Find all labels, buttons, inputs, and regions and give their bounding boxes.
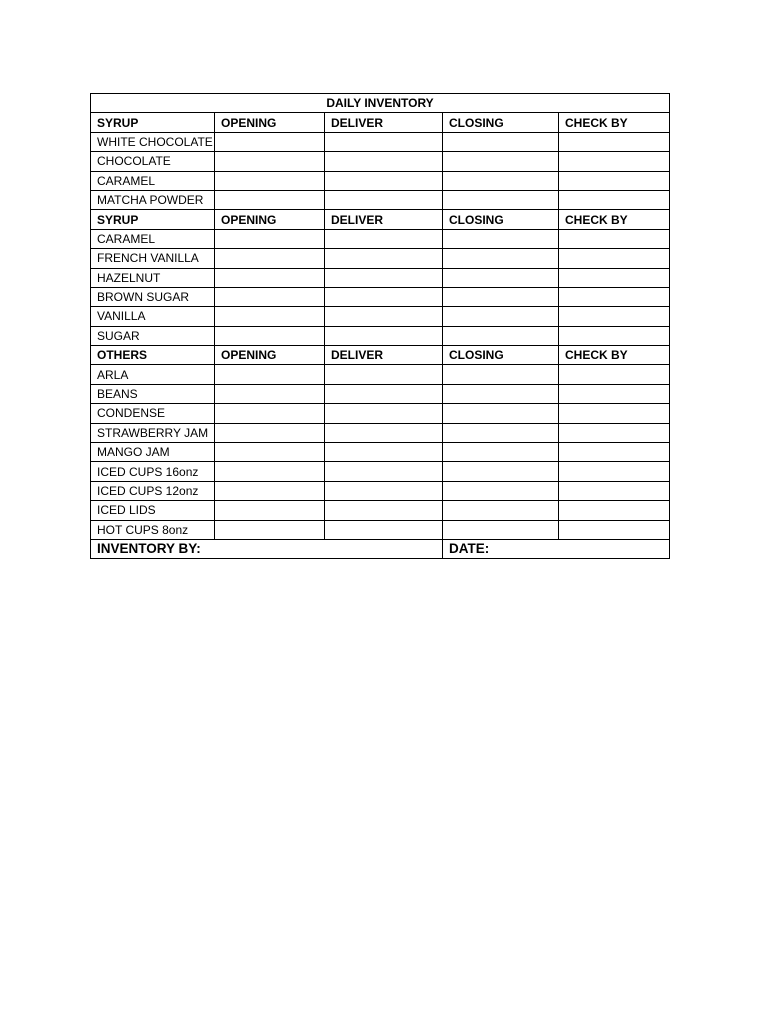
- column-header-check-by: CHECK BY: [559, 113, 670, 132]
- opening-cell[interactable]: [215, 501, 325, 520]
- column-header-deliver: DELIVER: [325, 210, 443, 229]
- closing-cell[interactable]: [443, 249, 559, 268]
- opening-cell[interactable]: [215, 268, 325, 287]
- opening-cell[interactable]: [215, 365, 325, 384]
- opening-cell[interactable]: [215, 229, 325, 248]
- closing-cell[interactable]: [443, 132, 559, 151]
- item-name-cell: CONDENSE: [91, 404, 215, 423]
- column-header-deliver: DELIVER: [325, 113, 443, 132]
- opening-cell[interactable]: [215, 249, 325, 268]
- opening-cell[interactable]: [215, 520, 325, 539]
- table-row: [91, 501, 670, 520]
- table-row: [91, 326, 670, 345]
- column-header-closing: CLOSING: [443, 210, 559, 229]
- column-header-check-by: CHECK BY: [559, 210, 670, 229]
- column-header-closing: CLOSING: [443, 113, 559, 132]
- column-header-item: SYRUP: [91, 210, 215, 229]
- column-header-opening: OPENING: [215, 346, 325, 365]
- item-name-cell: FRENCH VANILLA: [91, 249, 215, 268]
- item-name-cell: MANGO JAM: [91, 443, 215, 462]
- closing-cell[interactable]: [443, 520, 559, 539]
- closing-cell[interactable]: [443, 443, 559, 462]
- check-by-cell[interactable]: [559, 326, 670, 345]
- check-by-cell[interactable]: [559, 249, 670, 268]
- column-header-opening: OPENING: [215, 210, 325, 229]
- item-name-cell: SUGAR: [91, 326, 215, 345]
- sheet-title: DAILY INVENTORY: [91, 94, 670, 113]
- item-name-cell: ICED CUPS 16onz: [91, 462, 215, 481]
- item-name-cell: VANILLA: [91, 307, 215, 326]
- check-by-cell[interactable]: [559, 404, 670, 423]
- closing-cell[interactable]: [443, 384, 559, 403]
- item-name-cell: BEANS: [91, 384, 215, 403]
- opening-cell[interactable]: [215, 481, 325, 500]
- closing-cell[interactable]: [443, 501, 559, 520]
- opening-cell[interactable]: [215, 326, 325, 345]
- opening-cell[interactable]: [215, 132, 325, 151]
- table-row: [91, 307, 670, 326]
- opening-cell[interactable]: [215, 152, 325, 171]
- deliver-cell[interactable]: [325, 190, 443, 209]
- deliver-cell[interactable]: [325, 152, 443, 171]
- check-by-cell[interactable]: [559, 171, 670, 190]
- deliver-cell[interactable]: [325, 404, 443, 423]
- check-by-cell[interactable]: [559, 481, 670, 500]
- opening-cell[interactable]: [215, 404, 325, 423]
- table-row: [91, 171, 670, 190]
- title-row: [91, 94, 670, 113]
- deliver-cell[interactable]: [325, 249, 443, 268]
- inventory-by-label: INVENTORY BY:: [91, 539, 443, 558]
- inventory-table: [90, 93, 670, 559]
- closing-cell[interactable]: [443, 481, 559, 500]
- column-header-deliver: DELIVER: [325, 346, 443, 365]
- deliver-cell[interactable]: [325, 423, 443, 442]
- closing-cell[interactable]: [443, 171, 559, 190]
- deliver-cell[interactable]: [325, 132, 443, 151]
- item-name-cell: ICED LIDS: [91, 501, 215, 520]
- column-header-check-by: CHECK BY: [559, 346, 670, 365]
- item-name-cell: BROWN SUGAR: [91, 287, 215, 306]
- closing-cell[interactable]: [443, 326, 559, 345]
- closing-cell[interactable]: [443, 287, 559, 306]
- opening-cell[interactable]: [215, 462, 325, 481]
- column-header-closing: CLOSING: [443, 346, 559, 365]
- item-name-cell: CARAMEL: [91, 229, 215, 248]
- section-header-row: [91, 113, 670, 132]
- check-by-cell[interactable]: [559, 287, 670, 306]
- closing-cell[interactable]: [443, 423, 559, 442]
- table-row: [91, 268, 670, 287]
- table-row: [91, 520, 670, 539]
- table-row: [91, 365, 670, 384]
- date-label: DATE:: [443, 539, 670, 558]
- check-by-cell[interactable]: [559, 365, 670, 384]
- opening-cell[interactable]: [215, 307, 325, 326]
- deliver-cell[interactable]: [325, 287, 443, 306]
- closing-cell[interactable]: [443, 404, 559, 423]
- opening-cell[interactable]: [215, 171, 325, 190]
- table-row: [91, 190, 670, 209]
- deliver-cell[interactable]: [325, 443, 443, 462]
- check-by-cell[interactable]: [559, 501, 670, 520]
- closing-cell[interactable]: [443, 268, 559, 287]
- item-name-cell: MATCHA POWDER: [91, 190, 215, 209]
- item-name-cell: CHOCOLATE: [91, 152, 215, 171]
- table-row: [91, 249, 670, 268]
- table-row: [91, 443, 670, 462]
- deliver-cell[interactable]: [325, 229, 443, 248]
- closing-cell[interactable]: [443, 229, 559, 248]
- opening-cell[interactable]: [215, 423, 325, 442]
- deliver-cell[interactable]: [325, 384, 443, 403]
- section-header-row: [91, 210, 670, 229]
- check-by-cell[interactable]: [559, 132, 670, 151]
- item-name-cell: ICED CUPS 12onz: [91, 481, 215, 500]
- column-header-opening: OPENING: [215, 113, 325, 132]
- opening-cell[interactable]: [215, 287, 325, 306]
- item-name-cell: HOT CUPS 8onz: [91, 520, 215, 539]
- footer-row: [91, 539, 670, 558]
- table-row: [91, 384, 670, 403]
- deliver-cell[interactable]: [325, 307, 443, 326]
- check-by-cell[interactable]: [559, 268, 670, 287]
- closing-cell[interactable]: [443, 365, 559, 384]
- check-by-cell[interactable]: [559, 307, 670, 326]
- deliver-cell[interactable]: [325, 520, 443, 539]
- table-row: [91, 462, 670, 481]
- table-row: [91, 404, 670, 423]
- check-by-cell[interactable]: [559, 520, 670, 539]
- closing-cell[interactable]: [443, 462, 559, 481]
- table-row: [91, 423, 670, 442]
- check-by-cell[interactable]: [559, 190, 670, 209]
- item-name-cell: CARAMEL: [91, 171, 215, 190]
- section-header-row: [91, 346, 670, 365]
- opening-cell[interactable]: [215, 190, 325, 209]
- closing-cell[interactable]: [443, 190, 559, 209]
- item-name-cell: ARLA: [91, 365, 215, 384]
- table-row: [91, 481, 670, 500]
- deliver-cell[interactable]: [325, 481, 443, 500]
- opening-cell[interactable]: [215, 443, 325, 462]
- check-by-cell[interactable]: [559, 152, 670, 171]
- table-row: [91, 287, 670, 306]
- deliver-cell[interactable]: [325, 365, 443, 384]
- table-row: [91, 229, 670, 248]
- deliver-cell[interactable]: [325, 171, 443, 190]
- item-name-cell: STRAWBERRY JAM: [91, 423, 215, 442]
- item-name-cell: WHITE CHOCOLATE: [91, 132, 215, 151]
- column-header-item: SYRUP: [91, 113, 215, 132]
- check-by-cell[interactable]: [559, 443, 670, 462]
- deliver-cell[interactable]: [325, 268, 443, 287]
- closing-cell[interactable]: [443, 307, 559, 326]
- opening-cell[interactable]: [215, 384, 325, 403]
- check-by-cell[interactable]: [559, 462, 670, 481]
- deliver-cell[interactable]: [325, 501, 443, 520]
- check-by-cell[interactable]: [559, 229, 670, 248]
- check-by-cell[interactable]: [559, 384, 670, 403]
- deliver-cell[interactable]: [325, 462, 443, 481]
- deliver-cell[interactable]: [325, 326, 443, 345]
- table-row: [91, 152, 670, 171]
- column-header-item: OTHERS: [91, 346, 215, 365]
- item-name-cell: HAZELNUT: [91, 268, 215, 287]
- closing-cell[interactable]: [443, 152, 559, 171]
- table-row: [91, 132, 670, 151]
- check-by-cell[interactable]: [559, 423, 670, 442]
